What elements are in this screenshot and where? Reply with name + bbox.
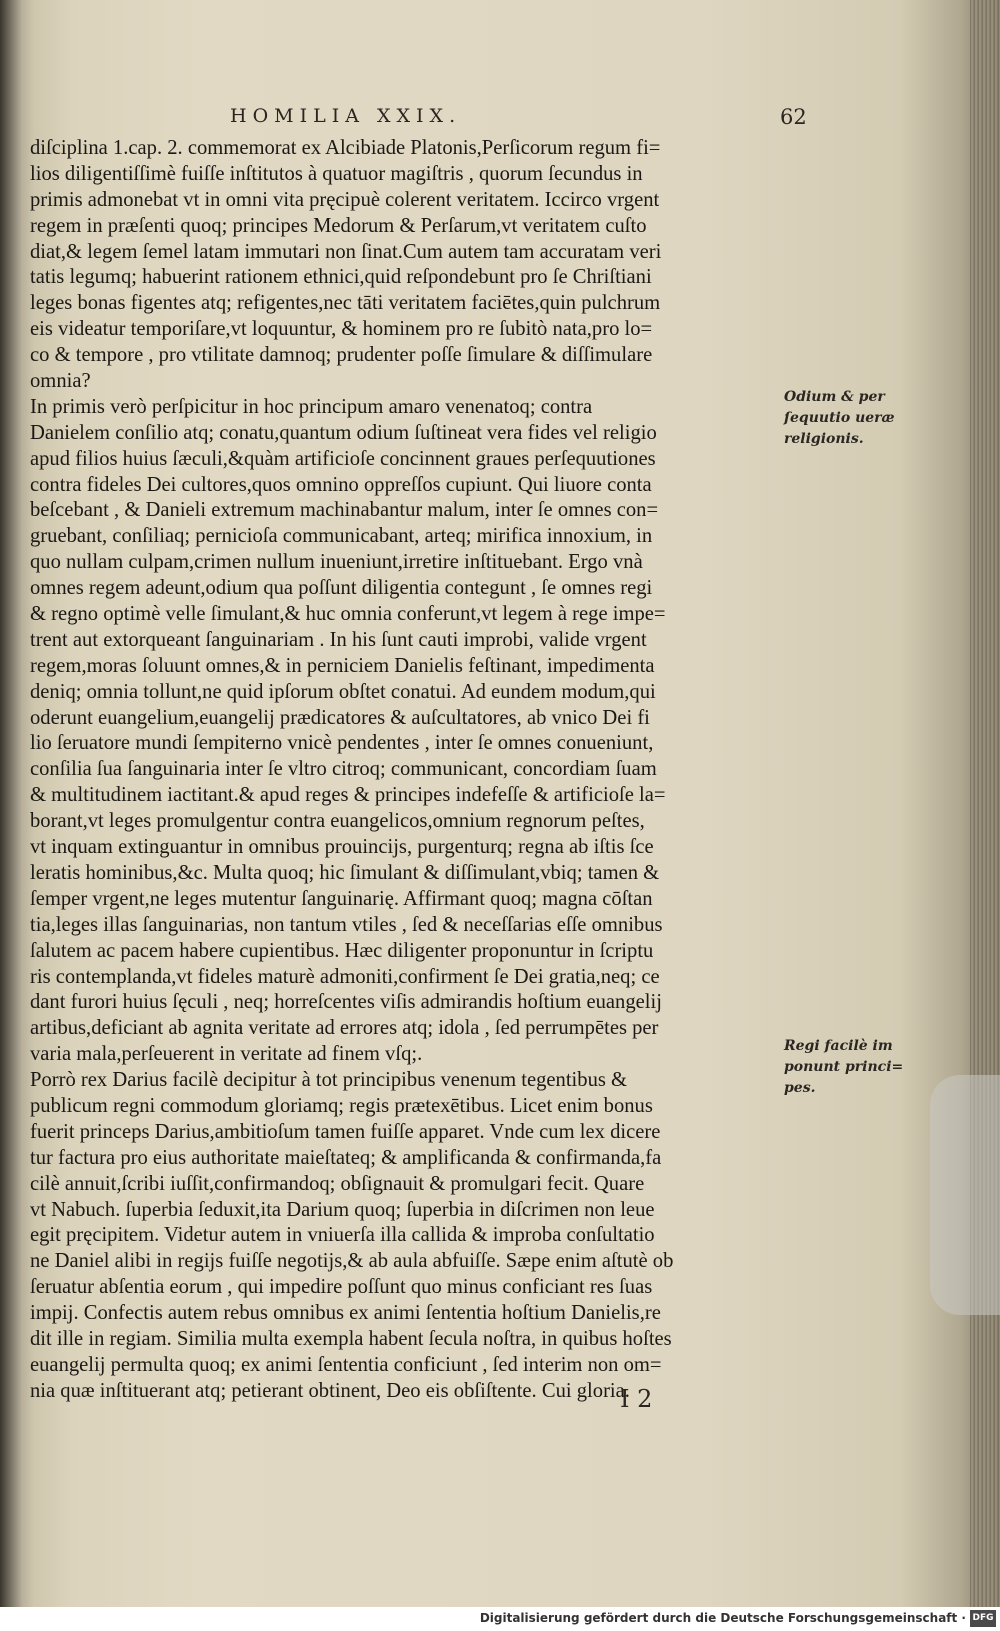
text-line: Danielem conſilio atq; conatu,quantum odium ſuſtineat vera fides vel religio bbox=[30, 421, 657, 444]
margin-note: Odium & per bbox=[784, 389, 885, 405]
text-line: tur factura pro eius authoritate maieſtateq; & amplificanda & confirmanda,fa bbox=[30, 1146, 662, 1169]
text-line: conſilia ſua ſanguinaria inter ſe vltro citroq; communicant, concordiam ſuam bbox=[30, 758, 657, 781]
text-line: contra fideles Dei cultores,quos omnino oppreſſos cupiunt. Qui liuore conta bbox=[30, 473, 652, 496]
text-line: leges bonas figentes atq; refigentes,nec tāti veritatem faciētes,quin pulchrum bbox=[30, 292, 661, 315]
running-title: HOMILIA XXIX. bbox=[230, 105, 462, 127]
text-line: ſeruatur abſentia eorum , qui impedire poſſunt quo minus conficiant res ſuas bbox=[30, 1276, 653, 1299]
text-line: Porrò rex Darius facilè decipitur à tot principibus venenum tegentibus & bbox=[30, 1069, 628, 1092]
margin-note: ſequutio ueræ bbox=[784, 410, 895, 426]
signature-mark: I 2 bbox=[620, 1385, 653, 1413]
text-line: beſcebant , & Danieli extremum machinabantur malum, inter ſe omnes con= bbox=[30, 499, 659, 522]
text-line: regem,moras ſoluunt omnes,& in perniciem Danielis feſtinant, impedimenta bbox=[30, 654, 655, 677]
text-line: oderunt euangelium,euangelij prædicatores & auſcultatores, ab vnico Dei fi bbox=[30, 706, 650, 729]
margin-note: ponunt princi= bbox=[784, 1059, 904, 1075]
text-line: borant,vt leges promulgentur contra euangelicos,omnium regnorum peſtes, bbox=[30, 810, 645, 833]
text-line: omnes regem adeunt,odium qua poſſunt diligentia contegunt , ſe omnes regi bbox=[30, 577, 653, 600]
text-line: gruebant, conſiliaq; pernicioſa communicabant, arteq; mirifica innoxium, in bbox=[30, 525, 653, 548]
text-line: nia quæ inſtituerant atq; petierant obtinent, Deo eis obſiſtente. Cui gloria. bbox=[30, 1379, 630, 1402]
text-line: publicum regni commodum gloriamq; regis prætexētibus. Licet enim bonus bbox=[30, 1094, 653, 1117]
text-line: apud filios huius ſæculi,&quàm artificioſe concinnent graues perſequutiones bbox=[30, 447, 656, 470]
digitization-footer bbox=[0, 1607, 1000, 1631]
text-line: deniq; omnia tollunt,ne quid ipſorum obſtet conatui. Ad eundem modum,qui bbox=[30, 680, 656, 703]
text-line: ris contemplanda,vt fideles maturè admoniti,confirment ſe Dei gratia,neq; ce bbox=[30, 965, 660, 988]
text-line: lio ſeruatore mundi ſempiterno vnicè pendentes , inter ſe omnes conueniunt, bbox=[30, 732, 654, 755]
text-line: vt inquam extinguantur in omnibus prouincijs, purgenturq; regna ab iſtis ſce bbox=[30, 836, 654, 859]
text-line: ſalutem ac pacem habere cupientibus. Hæc diligenter proponuntur in ſcriptu bbox=[30, 939, 654, 962]
margin-note: Regi facilè im bbox=[784, 1038, 893, 1054]
text-line: diſciplina 1.cap. 2. commemorat ex Alcibiade Platonis,Perſicorum regum fi= bbox=[30, 137, 661, 159]
text-line: artibus,deficiant ab agnita veritate ad errores atq; idola , ſed perrumpētes per bbox=[30, 1017, 659, 1040]
text-line: leratis hominibus,&c. Multa quoq; hic ſimulant & diſſimulant,vbiq; tamen & bbox=[30, 861, 660, 884]
text-line: tia,leges illas ſanguinarias, non tantum vtiles , ſed & neceſſarias eſſe omnibus bbox=[30, 913, 663, 936]
text-line: In primis verò perſpicitur in hoc principum amaro venenatoq; contra bbox=[30, 395, 593, 418]
text-line: primis admonebat vt in omni vita pręcipuè colerent veritatem. Iccirco vrgent bbox=[30, 188, 660, 211]
text-line: lios diligentiſſimè fuiſſe inſtitutos à quatuor magiſtris , quorum ſecundus in bbox=[30, 162, 643, 185]
text-line: dant furori huius ſęculi , neq; horreſcentes viſis admirandis hoſtium euangelij bbox=[30, 991, 662, 1014]
text-line: cilè annuit,ſcribi iuſſit,confirmandoq; obſignauit & promulgari fecit. Quare bbox=[30, 1172, 645, 1195]
text-line: & multitudinem iactitant.& apud reges & principes indefeſſe & artificioſe la= bbox=[30, 784, 666, 807]
folio-number: 62 bbox=[780, 105, 807, 129]
text-line: fuerit princeps Darius,ambitioſum tamen fuiſſe apparet. Vnde cum lex dicere bbox=[30, 1120, 661, 1143]
text-line: tatis legumq; habuerint rationem ethnici,quid reſpondebunt pro ſe Chriſtiani bbox=[30, 266, 652, 289]
text-line: diat,& legem ſemel latam immutari non ſinat.Cum autem tam accuratam veri bbox=[30, 240, 662, 263]
text-line: eis videatur temporiſare,vt loquuntur, & hominem pro re ſubitò nata,pro lo= bbox=[30, 318, 653, 341]
text-line: euangelij permulta quoq; ex animi ſententia conficiunt , ſed interim non om= bbox=[30, 1353, 662, 1376]
page-header bbox=[0, 105, 1000, 135]
text-line: impij. Confectis autem rebus omnibus ex animi ſententia hoſtium Danielis,re bbox=[30, 1302, 661, 1325]
margin-note: pes. bbox=[784, 1080, 816, 1096]
text-line: dit ille in regiam. Similia multa exempla habent ſecula noſtra, in quibus hoſtes bbox=[30, 1327, 672, 1350]
text-line: regem in præſenti quoq; principes Medorum & Perſarum,vt veritatem cuſto bbox=[30, 214, 647, 237]
text-line: egit pręcipitem. Videtur autem in vniuerſa illa callida & improba conſultatio bbox=[30, 1224, 655, 1247]
margin-note: religionis. bbox=[784, 431, 864, 447]
text-line: co & tempore , pro vtilitate damnoq; prudenter poſſe ſimulare & diſſimulare bbox=[30, 344, 653, 367]
text-line: vt Nabuch. ſuperbia ſeduxit,ita Darium quoq; ſuperbia in diſcrimen non leue bbox=[30, 1198, 655, 1221]
text-line: trent aut extorqueant ſanguinariam . In his ſunt cauti improbi, valide vrgent bbox=[30, 628, 647, 651]
dfg-logo: DFG bbox=[970, 1610, 996, 1627]
text-line: varia mala,perſeuerent in veritate ad finem vſq;. bbox=[30, 1043, 423, 1066]
text-line: & regno optimè velle ſimulant,& huc omnia conferunt,vt legem à rege impe= bbox=[30, 603, 666, 626]
page-clip-shadow bbox=[930, 1075, 1000, 1315]
text-line: quo nullam culpam,crimen nullum inueniunt,irretire inſtituebant. Ergo vnà bbox=[30, 551, 643, 574]
text-line: ſemper vrgent,ne leges mutentur ſanguinarię. Affirmant quoq; magna cōſtan bbox=[30, 887, 653, 910]
text-line: ne Daniel alibi in regijs fuiſſe negotijs,& ab aula abfuiſſe. Sæpe enim aſtutè ob bbox=[30, 1250, 674, 1273]
book-fore-edge bbox=[970, 0, 1000, 1631]
body-text bbox=[30, 136, 770, 1405]
footer-credit: Digitalisierung gefördert durch die Deutsche Forschungsgemeinschaft · bbox=[479, 1611, 966, 1625]
text-line: omnia? bbox=[30, 370, 91, 393]
